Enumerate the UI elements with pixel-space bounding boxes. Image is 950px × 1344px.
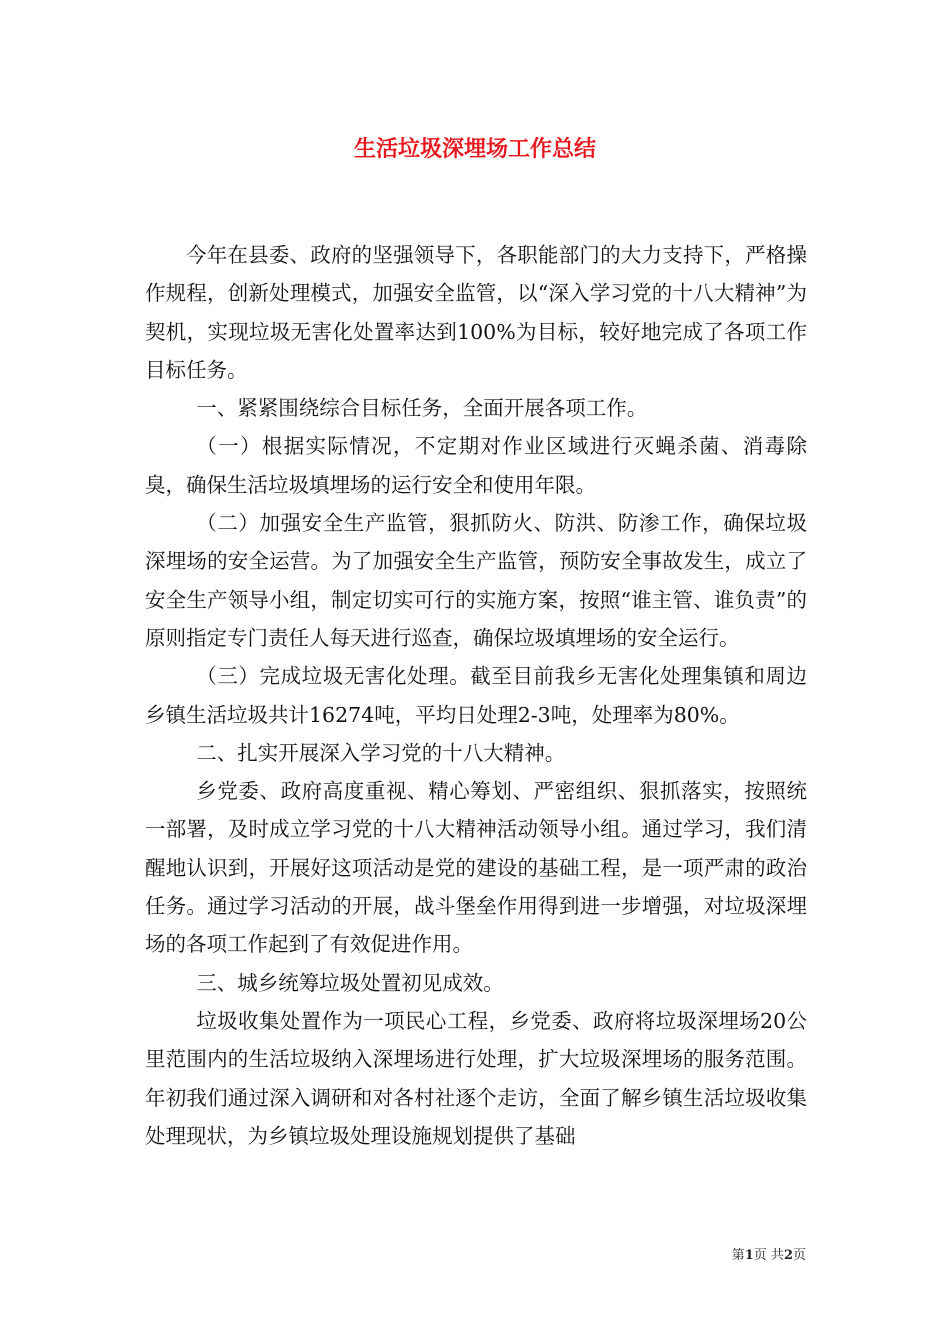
paragraph: （一）根据实际情况，不定期对作业区域进行灭蝇杀菌、消毒除臭，确保生活垃圾填埋场的运行安全和使用年限。 <box>145 434 807 497</box>
section-heading: 二、扎实开展深入学习党的十八大精神。 <box>196 740 566 765</box>
paragraph: 乡党委、政府高度重视、精心筹划、严密组织、狠抓落实，按照统一部署，及时成立学习党的十八大精神活动领导小组。通过学习，我们清醒地认识到，开展好这项活动是党的建设的基础工程，是一项严肃的政治任务。通过学习活动的开展，战斗堡垒作用得到进一步增强，对垃圾深埋场的各项工作起到了有效促进作用。 <box>145 779 807 957</box>
total-page-number: 2 <box>783 1248 793 1263</box>
page-footer <box>732 1247 806 1265</box>
document-title: 生活垃圾深埋场工作总结 <box>353 137 596 162</box>
paragraph: 今年在县委、政府的坚强领导下，各职能部门的大力支持下，严格操作规程，创新处理模式，加强安全监管，以“深入学习党的十八大精神”为契机，实现垃圾无害化处置率达到100%为目标，较好地完成了各项工作目标任务。 <box>145 243 807 382</box>
paragraph: （三）完成垃圾无害化处理。截至目前我乡无害化处理集镇和周边乡镇生活垃圾共计16274吨，平均日处理2-3吨，处理率为80%。 <box>145 664 807 727</box>
footer-suffix: 页 <box>792 1248 806 1263</box>
paragraph: 垃圾收集处置作为一项民心工程，乡党委、政府将垃圾深埋场20公里范围内的生活垃圾纳入深埋场进行处理，扩大垃圾深埋场的服务范围。年初我们通过深入调研和对各村社逐个走访，全面了解乡镇生活垃圾收集处理现状，为乡镇垃圾处理设施规划提供了基础 <box>145 1008 807 1148</box>
section-heading: 一、紧紧围绕综合目标任务，全面开展各项工作。 <box>196 396 648 421</box>
section-heading: 三、城乡统筹垃圾处置初见成效。 <box>196 970 504 995</box>
current-page-number: 1 <box>744 1248 754 1263</box>
document-body <box>145 236 807 1155</box>
footer-prefix: 第 <box>731 1248 745 1263</box>
footer-middle: 页 共 <box>753 1248 784 1263</box>
paragraph: （二）加强安全生产监管，狠抓防火、防洪、防渗工作，确保垃圾深埋场的安全运营。为了加强安全生产监管，预防安全事故发生，成立了安全生产领导小组，制定切实可行的实施方案，按照“谁主管、谁负责”的原则指定专门责任人每天进行巡查，确保垃圾填埋场的安全运行。 <box>145 511 807 650</box>
